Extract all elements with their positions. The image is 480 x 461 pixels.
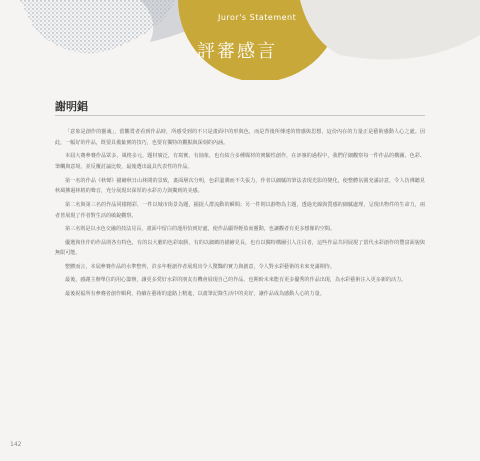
author-divider — [55, 115, 425, 116]
paragraph: 「意象是創作的靈魂」，當觀賞者看到作品時，所感受到的不只是畫面中的形與色，而是背後所傳達的情感與思想，這份內在的力量正是藝術感動人心之處。因此，一幅好的作品，既要具備紮實的技巧，也要有獨特的觀點與深刻的內涵。 — [55, 129, 425, 146]
paragraph: 優選與佳作的作品則各有特色，有的以大膽的色彩取勝，有的以細緻的描繪見長，也有以獨特構圖引人注目者，這些作品共同展現了當代水彩創作的豐富面貌與無限可能。 — [55, 239, 425, 257]
header-title-zh: 評審感言 — [197, 41, 277, 62]
page-number: 142 — [10, 441, 22, 448]
paragraph: 最後祝福所有參賽者創作順利，持續在藝術的道路上精進，以畫筆記錄生活中的美好，讓作品成為感動人心的力量。 — [65, 290, 325, 297]
paragraph: 最後，感謝主辦單位的用心籌辦，讓更多愛好水彩的朋友有機會展現自己的作品，也期盼未來能有更多優秀的作品出現，為水彩藝術注入更多新的活力。 — [65, 277, 407, 284]
paragraph: 第二名與第三名的作品同樣精彩，一件以城市街景為題，捕捉人群流動的瞬間；另一件則以靜物為主題，透過光線與質感的細膩處理，呈現出物件的生命力，兩者皆展現了作者對生活的敏銳觀察。 — [55, 201, 425, 219]
header-title-en: Juror's Statement — [218, 13, 297, 22]
author-name: 謝明錩 — [55, 100, 88, 113]
pale-arc — [300, 0, 480, 60]
paragraph: 第一名的作品《秋聲》描繪秋日山林間的景致，畫面層次分明，色彩溫潤而不失張力，作者以細膩的筆法表現光影的變化，使整體氛圍充滿詩意，令人彷彿聽見秋風拂過林梢的聲音，充分展現出深厚的水彩功力與獨到的美感。 — [55, 177, 425, 195]
paragraph: 第三名則是以水色交融的技法見長，畫面中留白的運用恰到好處，使作品顯得輕盈而靈動，也讓觀者有更多想像的空間。 — [65, 226, 335, 233]
paragraph: 整體而言，本屆參賽作品的水準整齊，許多年輕創作者展現出令人驚豔的實力與創意，令人對水彩藝術的未來充滿期待。 — [65, 263, 335, 270]
paragraph: 本屆大賽參賽作品眾多，風格多元，題材廣泛，有寫實、有抽象，也有結合多種媒材的實驗性創作，在評審的過程中，我們仔細觀察每一件作品的構圖、色彩、筆觸與意境，並反覆討論比較，最後選出最具代表性的作品。 — [55, 153, 425, 171]
statement-body — [55, 127, 425, 302]
